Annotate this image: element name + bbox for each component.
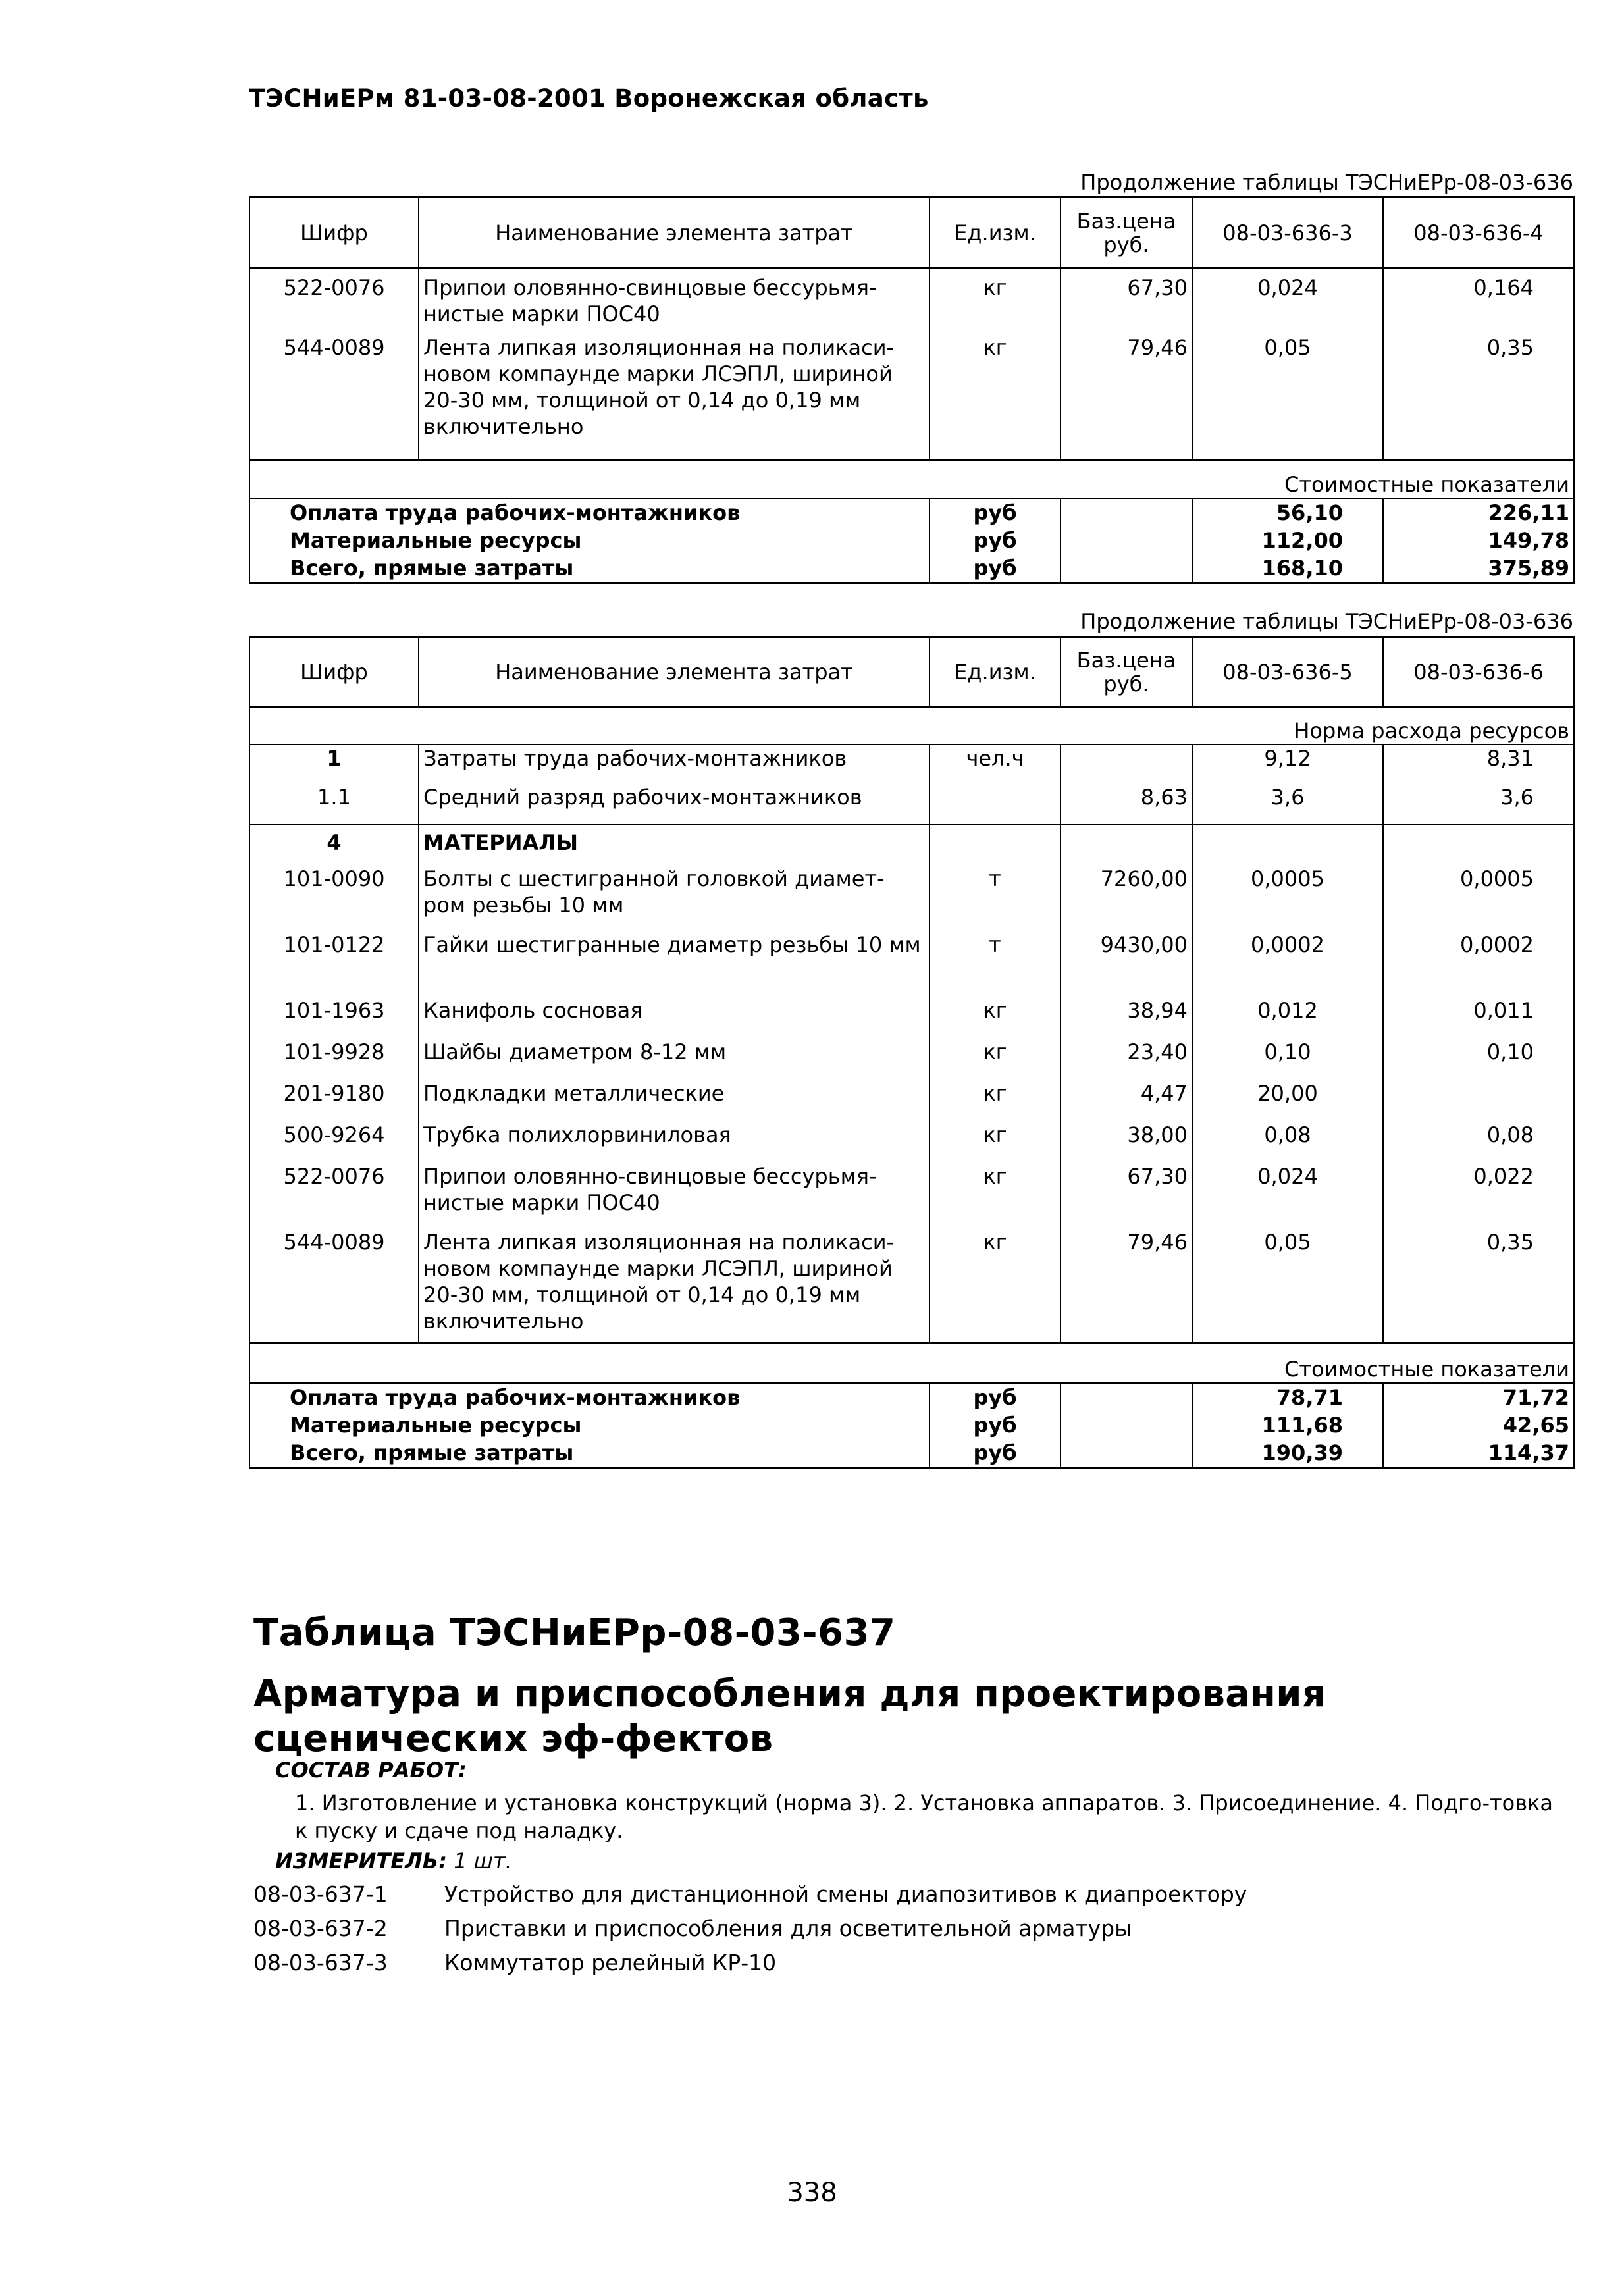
summary-value-2: 114,37 (1383, 1439, 1574, 1468)
row-code: 101-1963 (249, 997, 419, 1039)
col-header-code: Шифр (249, 197, 419, 269)
page-header: ТЭСНиЕРм 81-03-08-2001 Воронежская область (249, 84, 929, 113)
row-code: 101-0090 (249, 866, 419, 931)
row-value-2: 0,011 (1383, 997, 1574, 1039)
list-item-code: 08-03-637-2 (253, 1916, 388, 1941)
col-header-636-3: 08-03-636-3 (1192, 197, 1383, 269)
summary-empty (1061, 527, 1192, 554)
col-header-unit: Ед.изм. (930, 637, 1061, 708)
list-item-text: Коммутатор релейный КР-10 (444, 1950, 777, 1975)
summary-unit: руб (930, 498, 1061, 527)
row-unit: кг (930, 1122, 1061, 1163)
row-unit: чел.ч (930, 745, 1061, 784)
summary-label: Материальные ресурсы (249, 1411, 930, 1439)
summary-value-2: 149,78 (1383, 527, 1574, 554)
row-unit: кг (930, 1080, 1061, 1122)
summary-value-2: 226,11 (1383, 498, 1574, 527)
row-price: 67,30 (1061, 1163, 1192, 1229)
row-value-1: 20,00 (1192, 1080, 1383, 1122)
row-price: 23,40 (1061, 1039, 1192, 1080)
row-value-2 (1383, 825, 1574, 866)
col-header-name: Наименование элемента затрат (419, 637, 930, 708)
table-row (249, 1039, 1574, 1080)
row-unit: кг (930, 334, 1061, 461)
measure-value: 1 шт. (454, 1848, 512, 1873)
row-price: 79,46 (1061, 1229, 1192, 1344)
col-header-name: Наименование элемента затрат (419, 197, 930, 269)
summary-row (249, 527, 1574, 554)
row-value-2: 0,08 (1383, 1122, 1574, 1163)
row-value-1: 0,0005 (1192, 866, 1383, 931)
cost-label-row (249, 1344, 1574, 1383)
row-price: 8,63 (1061, 784, 1192, 825)
row-value-2 (1383, 1080, 1574, 1122)
table-row (249, 784, 1574, 825)
summary-label: Оплата труда рабочих-монтажников (249, 1383, 930, 1411)
table-row (249, 1080, 1574, 1122)
summary-value-2: 42,65 (1383, 1411, 1574, 1439)
row-code: 201-9180 (249, 1080, 419, 1122)
norm-label-row (249, 708, 1574, 745)
summary-row (249, 1383, 1574, 1411)
col-header-unit: Ед.изм. (930, 197, 1061, 269)
table-row (249, 931, 1574, 997)
cost-label-row (249, 461, 1574, 498)
row-value-1: 0,10 (1192, 1039, 1383, 1080)
table2 (249, 636, 1575, 1469)
row-value-2: 0,35 (1383, 1229, 1574, 1344)
row-code: 1.1 (249, 784, 419, 825)
row-price: 38,94 (1061, 997, 1192, 1039)
row-value-1: 0,05 (1192, 1229, 1383, 1344)
table1-header-row (249, 197, 1574, 269)
table1-caption: Продолжение таблицы ТЭСНиЕРр-08-03-636 (1080, 170, 1573, 195)
row-price: 7260,00 (1061, 866, 1192, 931)
col-header-636-4: 08-03-636-4 (1383, 197, 1574, 269)
col-header-636-5: 08-03-636-5 (1192, 637, 1383, 708)
row-code: 500-9264 (249, 1122, 419, 1163)
row-price (1061, 825, 1192, 866)
row-unit: кг (930, 1229, 1061, 1344)
row-price: 9430,00 (1061, 931, 1192, 997)
row-price (1061, 745, 1192, 784)
summary-value-2: 375,89 (1383, 554, 1574, 583)
measure-label: ИЗМЕРИТЕЛЬ: (275, 1848, 447, 1873)
row-unit: кг (930, 997, 1061, 1039)
row-name: Лента липкая изоляционная на поликаси-новом компаунде марки ЛСЭПЛ, шириной 20-30 мм, толщиной от 0,14 до 0,19 мм включительно (419, 1229, 930, 1344)
summary-label: Оплата труда рабочих-монтажников (249, 498, 930, 527)
row-name: Затраты труда рабочих-монтажников (419, 745, 930, 784)
row-name: Припои оловянно-свинцовые бессурьмя-нистые марки ПОС40 (419, 269, 930, 334)
row-value-2: 8,31 (1383, 745, 1574, 784)
cost-label: Стоимостные показатели (249, 1344, 1574, 1383)
row-value-1 (1192, 825, 1383, 866)
list-item-code: 08-03-637-1 (253, 1881, 388, 1907)
table-row (249, 1163, 1574, 1229)
row-name: МАТЕРИАЛЫ (419, 825, 930, 866)
table-row (249, 825, 1574, 866)
row-value-1: 3,6 (1192, 784, 1383, 825)
summary-unit: руб (930, 1439, 1061, 1468)
list-item-text: Устройство для дистанционной смены диапозитивов к диапроектору (444, 1881, 1247, 1907)
row-value-2: 0,0002 (1383, 931, 1574, 997)
row-value-1: 0,08 (1192, 1122, 1383, 1163)
row-unit: т (930, 866, 1061, 931)
row-value-2: 0,164 (1383, 269, 1574, 334)
summary-unit: руб (930, 554, 1061, 583)
col-header-price: Баз.цена руб. (1061, 637, 1192, 708)
row-unit: т (930, 931, 1061, 997)
list-item-code: 08-03-637-3 (253, 1950, 388, 1975)
row-price: 38,00 (1061, 1122, 1192, 1163)
row-value-2: 0,0005 (1383, 866, 1574, 931)
row-name: Канифоль сосновая (419, 997, 930, 1039)
summary-row (249, 1439, 1574, 1468)
table-row (249, 1122, 1574, 1163)
row-value-1: 0,024 (1192, 269, 1383, 334)
composition-label: СОСТАВ РАБОТ: (275, 1758, 467, 1783)
col-header-636-6: 08-03-636-6 (1383, 637, 1574, 708)
summary-label: Всего, прямые затраты (249, 1439, 930, 1468)
row-name: Средний разряд рабочих-монтажников (419, 784, 930, 825)
row-code: 544-0089 (249, 1229, 419, 1344)
summary-unit: руб (930, 527, 1061, 554)
row-name: Гайки шестигранные диаметр резьбы 10 мм (419, 931, 930, 997)
summary-value-2: 71,72 (1383, 1383, 1574, 1411)
row-code: 1 (249, 745, 419, 784)
row-unit (930, 825, 1061, 866)
summary-empty (1061, 1411, 1192, 1439)
cost-label: Стоимостные показатели (249, 461, 1574, 498)
summary-value-1: 111,68 (1192, 1411, 1383, 1439)
summary-empty (1061, 1383, 1192, 1411)
row-value-1: 0,0002 (1192, 931, 1383, 997)
row-price: 4,47 (1061, 1080, 1192, 1122)
row-unit: кг (930, 269, 1061, 334)
composition-text: 1. Изготовление и установка конструкций (норма 3). 2. Установка аппаратов. 3. Присоединение. 4. Подго-товка к пуску и сдаче под наладку. (295, 1790, 1554, 1843)
table-row (249, 1229, 1574, 1344)
summary-value-1: 168,10 (1192, 554, 1383, 583)
summary-empty (1061, 498, 1192, 527)
row-price: 79,46 (1061, 334, 1192, 461)
summary-row (249, 1411, 1574, 1439)
row-code: 544-0089 (249, 334, 419, 461)
row-name: Подкладки металлические (419, 1080, 930, 1122)
summary-label: Материальные ресурсы (249, 527, 930, 554)
table2-caption: Продолжение таблицы ТЭСНиЕРр-08-03-636 (1080, 609, 1573, 634)
row-unit (930, 784, 1061, 825)
row-name: Припои оловянно-свинцовые бессурьмя-нистые марки ПОС40 (419, 1163, 930, 1229)
summary-unit: руб (930, 1411, 1061, 1439)
row-name: Болты с шестигранной головкой диамет-ром резьбы 10 мм (419, 866, 930, 931)
section-table-title: Таблица ТЭСНиЕРр-08-03-637 (253, 1611, 896, 1654)
summary-value-1: 78,71 (1192, 1383, 1383, 1411)
row-unit: кг (930, 1163, 1061, 1229)
summary-row (249, 554, 1574, 583)
row-value-1: 0,05 (1192, 334, 1383, 461)
table-row (249, 269, 1574, 334)
row-code: 522-0076 (249, 1163, 419, 1229)
table-row (249, 866, 1574, 931)
summary-value-1: 112,00 (1192, 527, 1383, 554)
list-item-text: Приставки и приспособления для осветительной арматуры (444, 1916, 1132, 1941)
row-value-1: 0,024 (1192, 1163, 1383, 1229)
row-value-2: 0,022 (1383, 1163, 1574, 1229)
row-price: 67,30 (1061, 269, 1192, 334)
row-value-1: 9,12 (1192, 745, 1383, 784)
row-value-1: 0,012 (1192, 997, 1383, 1039)
row-name: Лента липкая изоляционная на поликаси-новом компаунде марки ЛСЭПЛ, шириной 20-30 мм, толщиной от 0,14 до 0,19 мм включительно (419, 334, 930, 461)
summary-label: Всего, прямые затраты (249, 554, 930, 583)
summary-value-1: 190,39 (1192, 1439, 1383, 1468)
row-code: 4 (249, 825, 419, 866)
table-row (249, 334, 1574, 461)
row-code: 101-9928 (249, 1039, 419, 1080)
table2-header-row (249, 637, 1574, 708)
summary-row (249, 498, 1574, 527)
row-name: Трубка полихлорвиниловая (419, 1122, 930, 1163)
summary-value-1: 56,10 (1192, 498, 1383, 527)
row-name: Шайбы диаметром 8-12 мм (419, 1039, 930, 1080)
col-header-price: Баз.цена руб. (1061, 197, 1192, 269)
table1 (249, 196, 1575, 584)
row-value-2: 0,10 (1383, 1039, 1574, 1080)
section-subtitle: Арматура и приспособления для проектирования сценических эф-фектов (253, 1673, 1326, 1760)
table-row (249, 997, 1574, 1039)
summary-empty (1061, 1439, 1192, 1468)
summary-empty (1061, 554, 1192, 583)
summary-unit: руб (930, 1383, 1061, 1411)
row-code: 522-0076 (249, 269, 419, 334)
norm-label: Норма расхода ресурсов (249, 708, 1574, 745)
page-number: 338 (787, 2178, 837, 2208)
table-row (249, 745, 1574, 784)
row-unit: кг (930, 1039, 1061, 1080)
row-value-2: 0,35 (1383, 334, 1574, 461)
row-code: 101-0122 (249, 931, 419, 997)
col-header-code: Шифр (249, 637, 419, 708)
row-value-2: 3,6 (1383, 784, 1574, 825)
measure-line (275, 1848, 512, 1873)
